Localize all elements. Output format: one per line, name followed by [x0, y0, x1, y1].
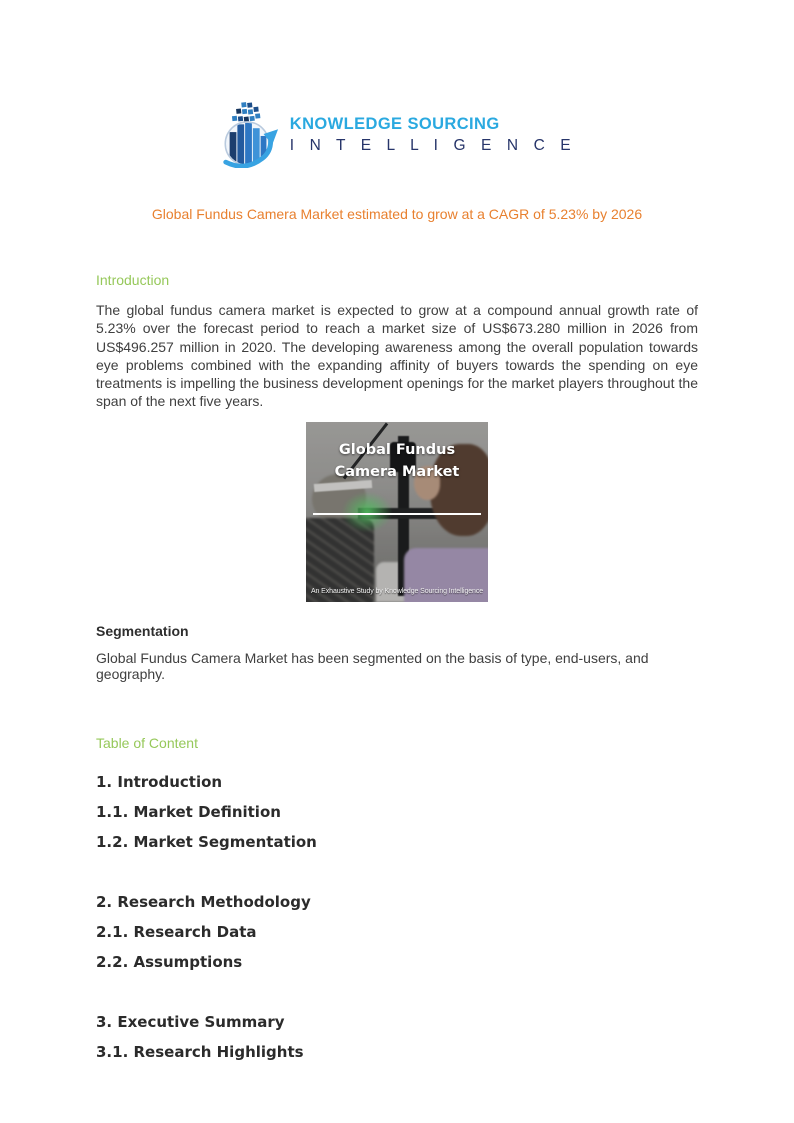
logo-line-intelligence: I N T E L L I G E N C E [289, 137, 577, 154]
company-logo [96, 102, 698, 168]
featured-image [306, 422, 488, 602]
photo-divider-line [313, 513, 481, 516]
introduction-heading: Introduction [96, 272, 170, 288]
toc-item-executive-summary: 3. Executive Summary [96, 1012, 285, 1031]
toc-item-research-data: 2.1. Research Data [96, 922, 257, 941]
toc-item-market-segmentation: 1.2. Market Segmentation [96, 832, 317, 851]
segmentation-heading: Segmentation [96, 622, 189, 639]
photo-overlay-title: Global Fundus Camera Market [334, 441, 460, 480]
toc-item-introduction: 1. Introduction [96, 772, 223, 791]
segmentation-paragraph: Global Fundus Camera Market has been segmented on the basis of type, end-users, and geography. [96, 649, 649, 682]
introduction-paragraph: The global fundus camera market is expected to grow at a compound annual growth rate of 5.23% over the forecast period to reach a market size of US$673.280 million in 2026 from US$496.257 million in 2020. The developing awareness among the overall population towards eye problems combined with the expanding affinity of buyers towards the spending on eye treatments is impelling the business development openings for the market players throughout the span of the next five years. [96, 302, 698, 410]
logo-wordmark [290, 114, 576, 156]
logo-line-knowledge-sourcing: KNOWLEDGE SOURCING [289, 115, 500, 133]
table-of-content-heading: Table of Content [96, 734, 198, 751]
toc-item-assumptions: 2.2. Assumptions [96, 952, 243, 971]
toc-item-market-definition: 1.1. Market Definition [96, 802, 281, 821]
toc-item-research-methodology: 2. Research Methodology [96, 892, 311, 911]
page-title: Global Fundus Camera Market estimated to grow at a CAGR of 5.23% by 2026 [151, 206, 643, 222]
photo-caption: An Exhaustive Study by Knowledge Sourcing Intelligence [310, 587, 484, 595]
toc-item-research-highlights: 3.1. Research Highlights [96, 1042, 304, 1061]
globe-bars-arrow-icon [218, 102, 280, 168]
